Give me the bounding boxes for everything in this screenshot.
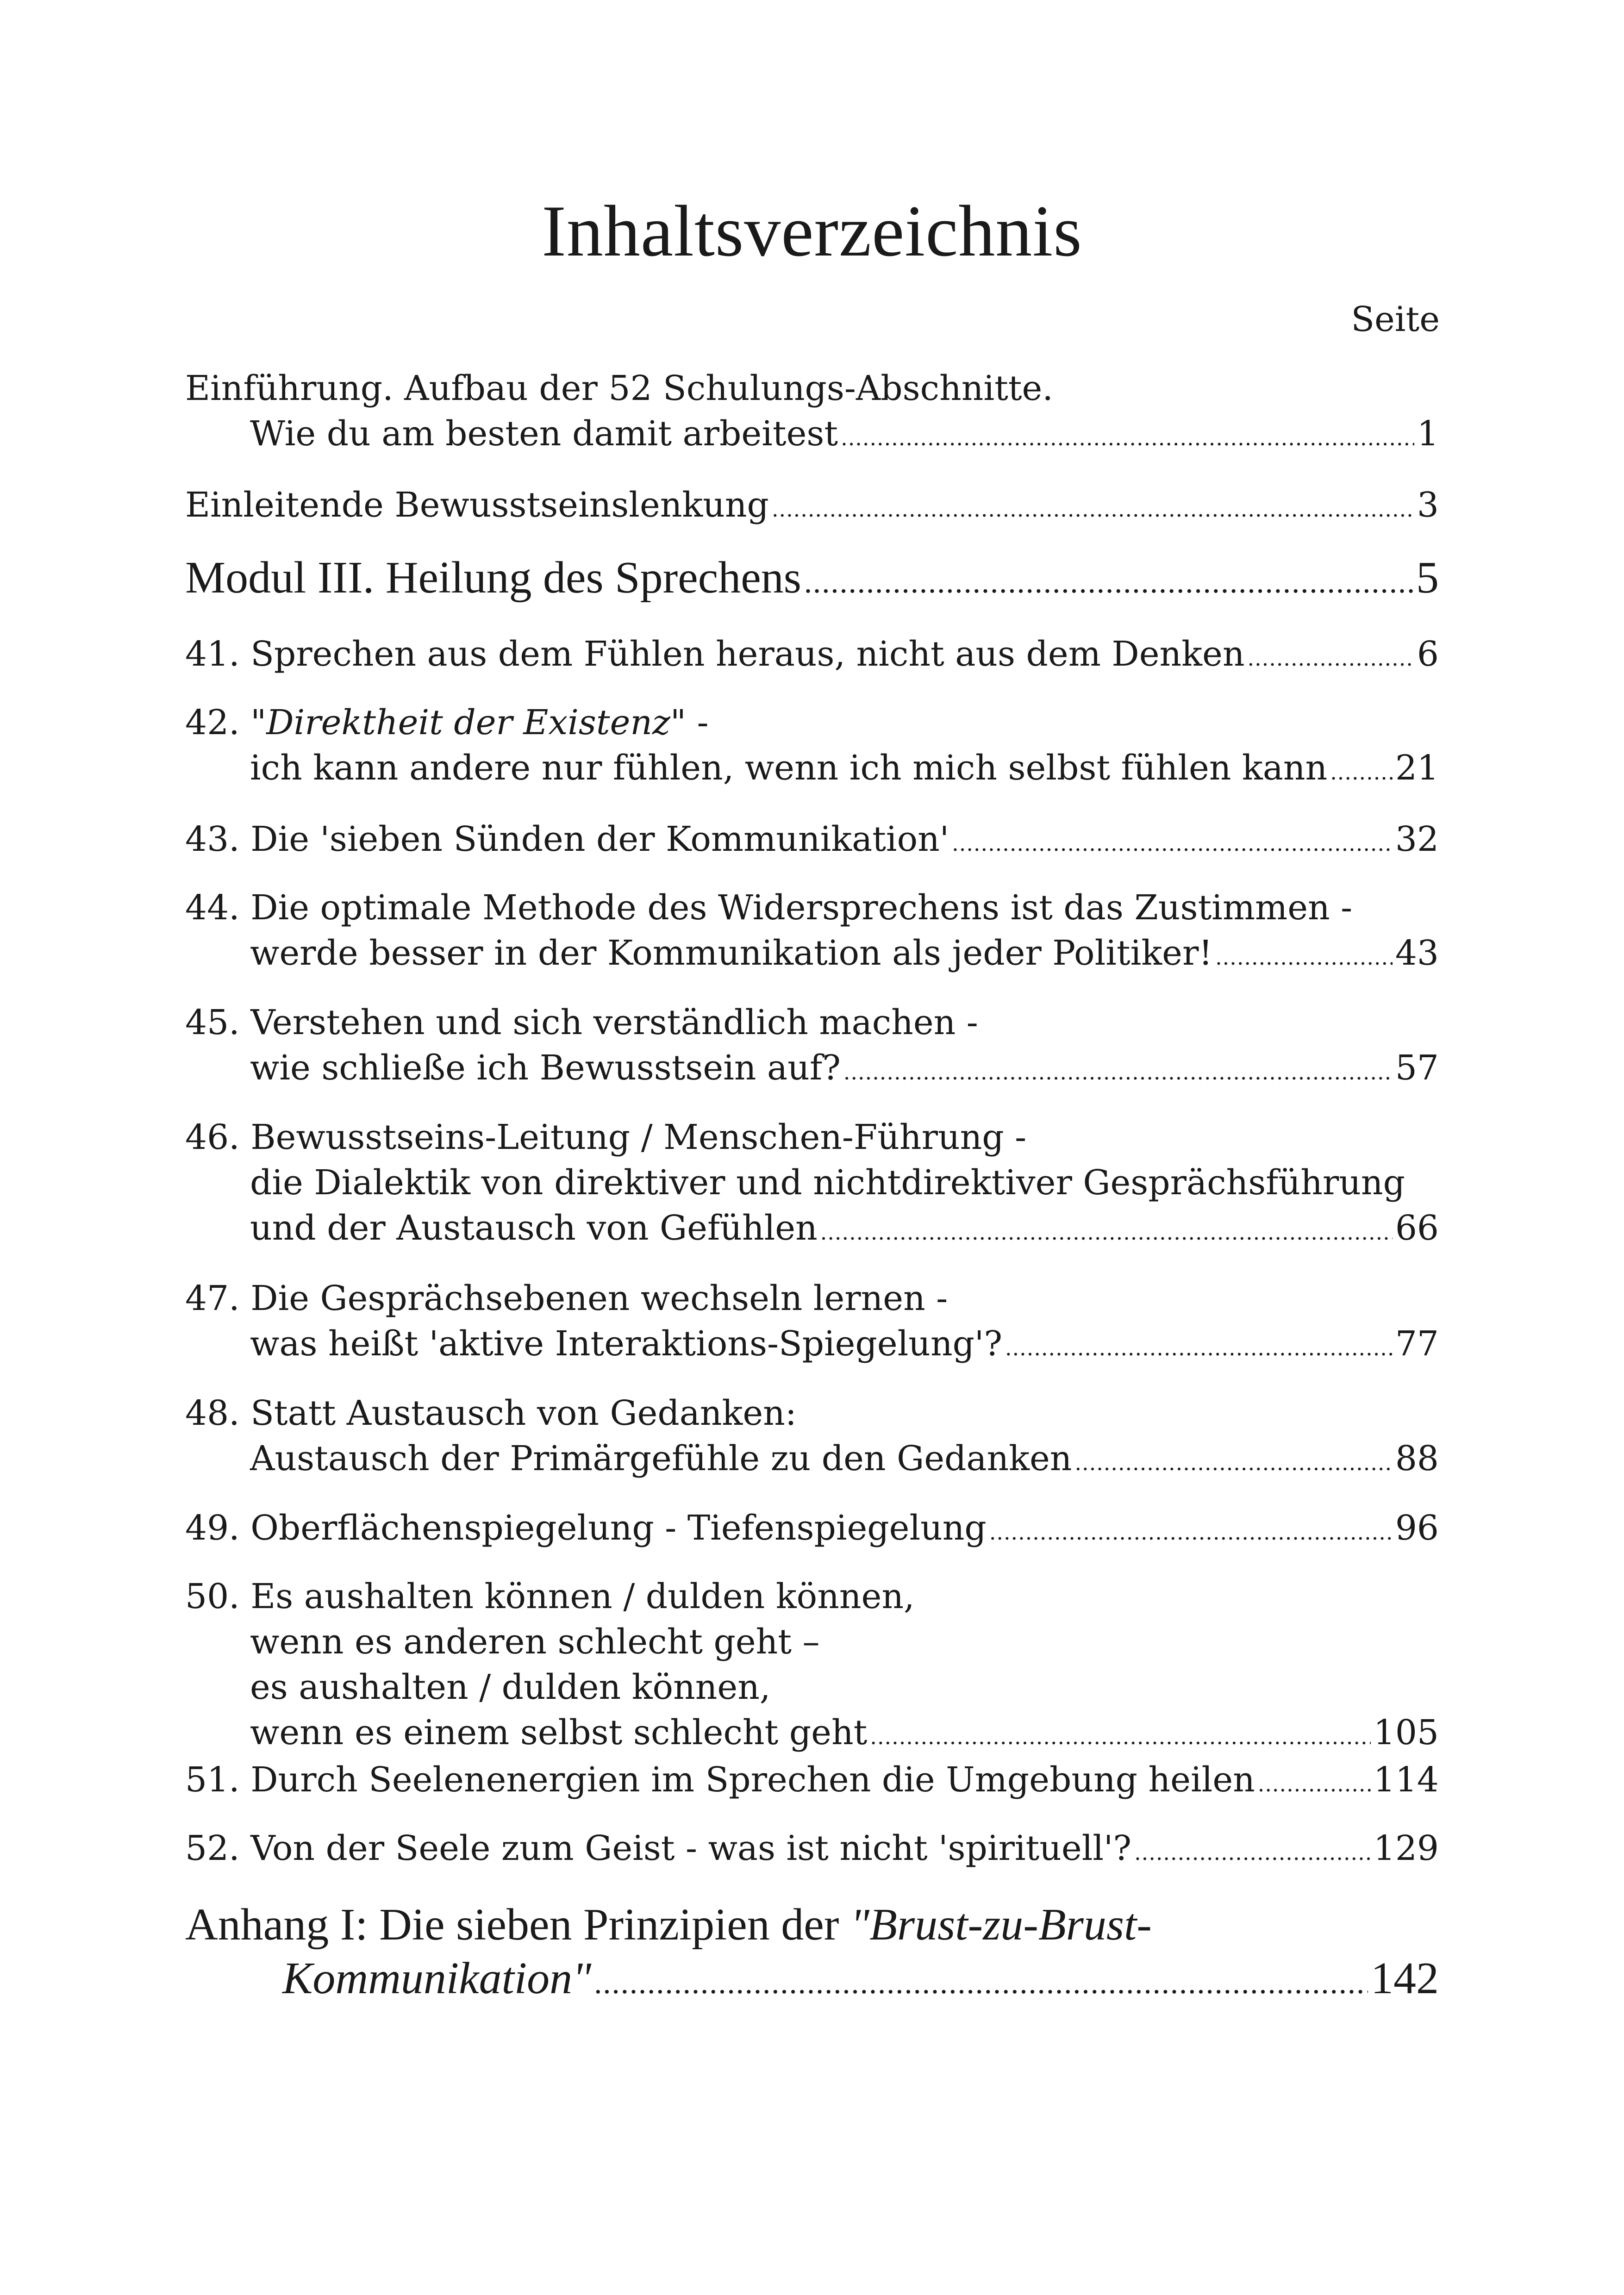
toc-entry-line (185, 930, 1439, 976)
toc-entry-text: 45. Verstehen und sich verständlich machen - (185, 1003, 978, 1042)
toc-entry-line (185, 700, 1439, 745)
toc-entry-text: 47. Die Gesprächsebenen wechseln lernen - (185, 1278, 948, 1318)
toc-entry-text: 49. Oberflächenspiegelung - Tiefenspiegelung (185, 1508, 987, 1548)
toc-page-number: 66 (1395, 1208, 1439, 1248)
toc-entry-line (185, 1665, 1439, 1710)
toc-entry-line (185, 1574, 1439, 1619)
dot-leader (952, 821, 1393, 866)
dot-leader (772, 486, 1414, 532)
toc-entry-text: die Dialektik von direktiver und nichtdirektiver Gesprächsführung (250, 1163, 1405, 1203)
toc-page-number: 57 (1395, 1048, 1439, 1088)
toc-page-number: 105 (1373, 1713, 1439, 1752)
toc-entry-line (185, 631, 1439, 677)
dot-leader (870, 1714, 1370, 1759)
toc-entry-line (185, 1436, 1439, 1481)
toc-page-number: 32 (1395, 819, 1439, 859)
toc-entry-48[interactable] (185, 1391, 1439, 1481)
toc-entry-line (185, 1205, 1439, 1251)
toc-entry-43[interactable] (185, 817, 1439, 862)
toc-entry-text: werde besser in der Kommunikation als jeder Politiker! (250, 933, 1213, 973)
toc-entry-text: Modul III. Heilung des Sprechens (185, 553, 801, 603)
toc-entry-text: - (686, 703, 709, 742)
toc-entry-text: wenn es anderen schlecht geht – (250, 1622, 820, 1662)
toc-entry-42[interactable] (185, 700, 1439, 791)
toc-entry-text: 44. Die optimale Methode des Widersprechens ist das Zustimmen - (185, 888, 1353, 928)
toc-entry-text: was heißt 'aktive Interaktions-Spiegelung'? (250, 1324, 1003, 1364)
toc-entry-line (185, 1505, 1439, 1551)
toc-entry-line (185, 482, 1439, 528)
dot-leader (989, 1509, 1393, 1555)
toc-entry-line (185, 1045, 1439, 1091)
toc-entry-line (185, 1321, 1439, 1366)
toc-entry-einfuehrung[interactable] (185, 366, 1439, 456)
dot-leader (820, 1210, 1393, 1255)
toc-page-number: 88 (1395, 1439, 1439, 1478)
toc-entry-line (185, 551, 1439, 605)
toc-entry-line (185, 1000, 1439, 1045)
toc-entry-line (185, 1619, 1439, 1665)
toc-entry-number: 42. (185, 703, 251, 742)
page-title: Inhaltsverzeichnis (542, 191, 1082, 272)
toc-entry-46[interactable] (185, 1115, 1439, 1251)
toc-entry-line (185, 885, 1439, 930)
toc-entry-text: Einleitende Bewusstseinslenkung (185, 485, 769, 525)
toc-entry-modul-iii[interactable] (185, 551, 1439, 605)
toc-entry-45[interactable] (185, 1000, 1439, 1091)
toc-entry-51[interactable] (185, 1757, 1439, 1802)
toc-entry-text: 46. Bewusstseins-Leitung / Menschen-Führung - (185, 1117, 1027, 1157)
toc-entry-line (185, 411, 1439, 456)
toc-entry-line (185, 1276, 1439, 1321)
toc-entry-line (185, 1115, 1439, 1160)
dot-leader (804, 555, 1413, 609)
toc-entry-50[interactable] (185, 1574, 1439, 1755)
dot-leader (841, 415, 1414, 461)
toc-page-number: 3 (1417, 485, 1439, 525)
toc-entry-emphasis: "Brust-zu-Brust- (850, 1900, 1152, 1950)
toc-entry-text: Anhang I: Die sieben Prinzipien der (185, 1900, 850, 1950)
toc-entry-text: 51. Durch Seelenenergien im Sprechen die Umgebung heilen (185, 1760, 1255, 1800)
toc-entry-text: 50. Es aushalten können / dulden können, (185, 1577, 915, 1616)
toc-page-number: 43 (1395, 933, 1439, 973)
toc-entry-line (185, 1710, 1439, 1755)
toc-entry-text: Einführung. Aufbau der 52 Schulungs-Abschnitte. (185, 368, 1053, 408)
toc-page-number: 1 (1417, 414, 1439, 454)
toc-page-number: 5 (1416, 553, 1439, 603)
toc-entry-line (185, 1952, 1439, 2005)
toc-page-number: 142 (1371, 1953, 1439, 2003)
toc-entry-line (185, 817, 1439, 862)
toc-page-number: 114 (1373, 1760, 1439, 1800)
toc-entry-text: und der Austausch von Gefühlen (250, 1208, 818, 1248)
toc-page-number: 96 (1395, 1508, 1439, 1548)
dot-leader (1074, 1440, 1392, 1485)
toc-entry-einleitende-bewusstseinslenkung[interactable] (185, 482, 1439, 528)
toc-entry-text: es aushalten / dulden können, (250, 1667, 771, 1707)
toc-entry-44[interactable] (185, 885, 1439, 976)
toc-entry-text: ich kann andere nur fühlen, wenn ich mich selbst fühlen kann (250, 748, 1328, 788)
toc-entry-anhang-i[interactable] (185, 1898, 1439, 2005)
toc-entry-text: Austausch der Primärgefühle zu den Gedanken (250, 1439, 1072, 1478)
page-column-label: Seite (1351, 299, 1440, 339)
toc-page-number: 21 (1395, 748, 1439, 788)
toc-entry-52[interactable] (185, 1826, 1439, 1871)
dot-leader (1258, 1761, 1371, 1807)
dot-leader (1134, 1830, 1371, 1875)
dot-leader (1005, 1325, 1393, 1371)
toc-entry-line (185, 745, 1439, 791)
toc-entry-text: 43. Die 'sieben Sünden der Kommunikation' (185, 819, 949, 859)
toc-entry-text: 41. Sprechen aus dem Fühlen heraus, nicht aus dem Denken (185, 634, 1245, 674)
toc-entry-line (185, 366, 1439, 411)
toc-entry-text: Wie du am besten damit arbeitest (250, 414, 838, 454)
toc-entry-line (185, 1160, 1439, 1205)
toc-entry-text: 48. Statt Austausch von Gedanken: (185, 1393, 797, 1433)
dot-leader (594, 1956, 1368, 2009)
toc-entry-text: wie schließe ich Bewusstsein auf? (250, 1048, 841, 1088)
dot-leader (1330, 749, 1393, 795)
toc-entry-49[interactable] (185, 1505, 1439, 1551)
toc-entry-text: wenn es einem selbst schlecht geht (250, 1713, 868, 1752)
toc-entry-41[interactable] (185, 631, 1439, 677)
toc-page-number: 6 (1417, 634, 1439, 674)
toc-page-number: 129 (1373, 1828, 1439, 1868)
toc-entry-line (185, 1898, 1439, 1952)
toc-entry-line (185, 1391, 1439, 1436)
toc-entry-line (185, 1826, 1439, 1871)
toc-entry-line (185, 1757, 1439, 1802)
toc-entry-47[interactable] (185, 1276, 1439, 1366)
dot-leader (843, 1049, 1393, 1095)
dot-leader (1215, 935, 1393, 980)
toc-entry-emphasis: Kommunikation" (282, 1953, 592, 2003)
dot-leader (1247, 636, 1414, 681)
toc-entry-text: 52. Von der Seele zum Geist - was ist nicht 'spirituell'? (185, 1828, 1132, 1868)
toc-page-number: 77 (1395, 1324, 1439, 1364)
toc-entry-emphasis: "Direktheit der Existenz" (250, 703, 687, 742)
